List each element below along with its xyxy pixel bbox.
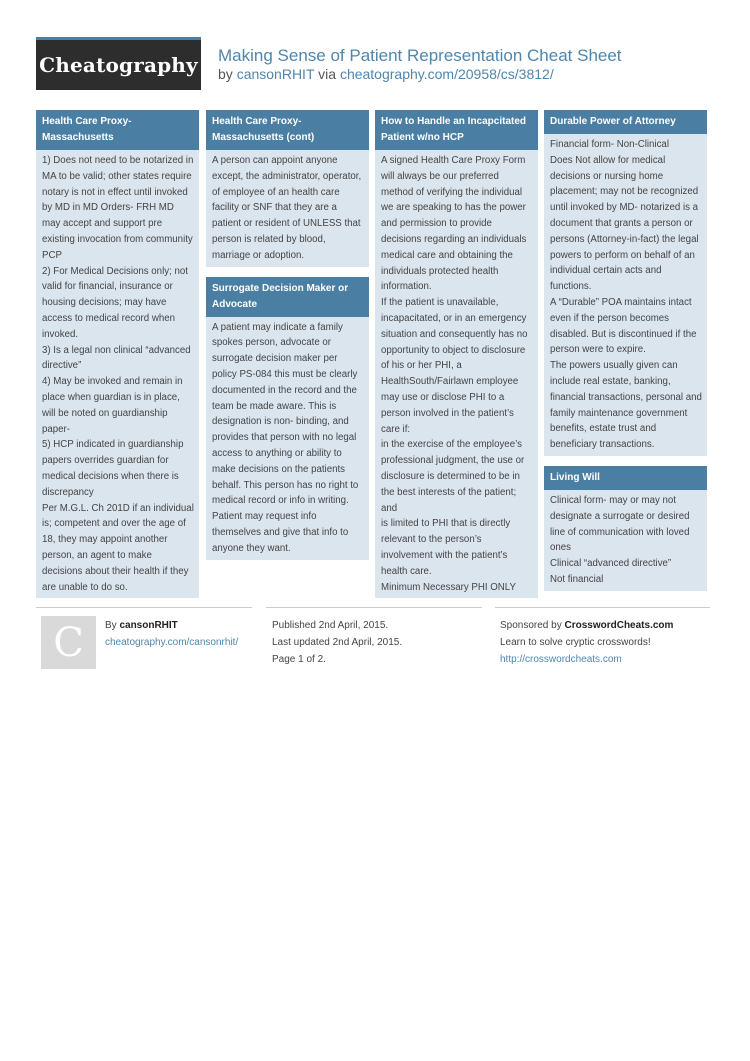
- footer-sponsor: [500, 617, 673, 668]
- section-title: Health Care Proxy- Massachusetts (cont): [206, 110, 369, 150]
- section-line: 5) HCP indicated in guardianship papers overrides guardian for medical decisions when there is discrepancy: [42, 439, 184, 498]
- section-body: [544, 134, 707, 456]
- section-line: Per M.G.L. Ch 201D if an individual is; competent and over the age of 18, they may appoint another person, an agent to make decisions about their health if they are unable to do so.: [42, 502, 194, 593]
- section-body: [36, 150, 199, 598]
- byline: [218, 66, 554, 82]
- section-line: Minimum Necessary PHI ONLY: [381, 581, 516, 593]
- section-box: [544, 466, 707, 591]
- section-line: A signed Health Care Proxy Form will always be our preferred method of verifying the individual we are speaking to has the power and permission to provide decisions regarding an individuals medical care and obtaining the individuals protected health information.: [381, 155, 527, 293]
- section-line: Clinical “advanced directive”: [550, 558, 672, 570]
- section-line: The powers usually given can include real estate, banking, financial transactions, personal and family maintenance government benefits, estate trust and beneficiary transactions.: [550, 360, 702, 451]
- footer-author: [105, 617, 238, 651]
- section-title: Durable Power of Attorney: [544, 110, 707, 134]
- column-2: [206, 110, 369, 570]
- updated-date: Last updated 2nd April, 2015.: [272, 637, 403, 648]
- footer-author-name: cansonRHIT: [119, 620, 178, 631]
- section-line: Clinical form- may or may not designate a surrogate or desired line of communication with loved ones: [550, 494, 690, 554]
- section-title: Health Care Proxy- Massachusetts: [36, 110, 199, 150]
- page-number: Page 1 of 2.: [272, 654, 326, 665]
- footer-divider: [495, 607, 710, 608]
- sponsored-prefix: Sponsored by: [500, 620, 562, 631]
- section-body: [206, 317, 369, 560]
- avatar: [41, 616, 96, 669]
- section-body: [375, 150, 538, 598]
- section-line: A person can appoint anyone except, the administrator, operator, of employee of an health care facility or SNF that they are a patient or resident of UNLESS that person is related by blood, marriage or adoption.: [212, 155, 362, 261]
- avatar-letter: C: [53, 619, 84, 666]
- footer-author-link[interactable]: cheatography.com/cansonrhit/: [105, 637, 239, 648]
- footer-divider: [36, 607, 252, 608]
- section-box: [206, 277, 369, 560]
- page-title: Making Sense of Patient Representation Cheat Sheet: [218, 46, 622, 65]
- section-line: A patient may indicate a family spokes person, advocate or surrogate decision maker per policy PS-084 this must be clearly documented in the record and the team be made aware. This is designation is non- binding, and provides that person with no legal access to anything or ability to make decisions on the patients behalf. This person has no right to medical record or info in writing. Patient may request info themselves and give that info to anyone they want.: [212, 321, 359, 554]
- section-line: A “Durable” POA maintains intact even if the person becomes disabled. But is discontinued if the person were to expire.: [550, 296, 697, 356]
- sheet-url-link[interactable]: cheatography.com/20958/cs/3812/: [339, 66, 554, 82]
- section-body: [206, 150, 369, 267]
- section-box: [36, 110, 199, 598]
- sponsor-text: Learn to solve cryptic crosswords!: [500, 637, 651, 648]
- column-1: [36, 110, 199, 608]
- column-4: [544, 110, 707, 601]
- section-line: Financial form- Non-Clinical: [550, 139, 669, 150]
- published-date: Published 2nd April, 2015.: [272, 620, 389, 631]
- footer-by: By: [105, 620, 117, 631]
- section-line: is limited to PHI that is directly relevant to the person’s involvement with the patient’s health care.: [381, 518, 511, 577]
- sponsor-link[interactable]: http://crosswordcheats.com: [500, 654, 622, 665]
- footer-divider: [266, 607, 482, 608]
- column-3: [375, 110, 538, 608]
- section-line: 2) For Medical Decisions only; not valid for financial, insurance or housing decisions; may have access to medical record when invoked.: [42, 265, 188, 340]
- section-line: and: [381, 502, 398, 514]
- section-line: 3) Is a legal non clinical “advanced directive”: [42, 344, 191, 372]
- section-box: [375, 110, 538, 598]
- footer-dates: [272, 617, 402, 668]
- byline-by: by: [218, 66, 233, 82]
- logo-text: Cheatography: [39, 53, 198, 77]
- section-line: If the patient is unavailable, incapacitated, or in an emergency situation and consequently has no opportunity to object to disclosure of his or her PHI, a HealthSouth/Fairlawn employee may use or disclose PHI to a person involved in the patient’s care if:: [381, 297, 528, 435]
- sponsor-name: CrosswordCheats.com: [564, 620, 674, 631]
- section-line: in the exercise of the employee’s professional judgment, the use or disclosure is determined to be in the best interests of the patient;: [381, 439, 525, 498]
- section-line: 4) May be invoked and remain in place when guardian is in place, will be noted on guardianship paper-: [42, 376, 183, 435]
- byline-via: via: [318, 66, 337, 82]
- cheatography-logo[interactable]: [36, 37, 201, 90]
- section-box: [206, 110, 369, 267]
- section-line: Not financial: [550, 573, 604, 585]
- section-box: [544, 110, 707, 456]
- section-line: Does Not allow for medical decisions or nursing home placement; may not be recognized until invoked by MD- notarized is a document that grants a person or persons (Attorney-in-fact) the legal powers to perform on behalf of an individual certain acts and functions.: [550, 154, 699, 293]
- section-title: Living Will: [544, 466, 707, 490]
- section-title: How to Handle an Incapcitated Patient w/no HCP: [375, 110, 538, 150]
- author-link[interactable]: cansonRHIT: [236, 66, 315, 82]
- section-body: [544, 490, 707, 591]
- section-title: Surrogate Decision Maker or Advocate: [206, 277, 369, 317]
- section-line: 1) Does not need to be notarized in MA to be valid; other states require notary is not in effect until invoked by MD in MD Orders- FRH MD may accept and support pre existing invocation from community PCP: [42, 155, 194, 261]
